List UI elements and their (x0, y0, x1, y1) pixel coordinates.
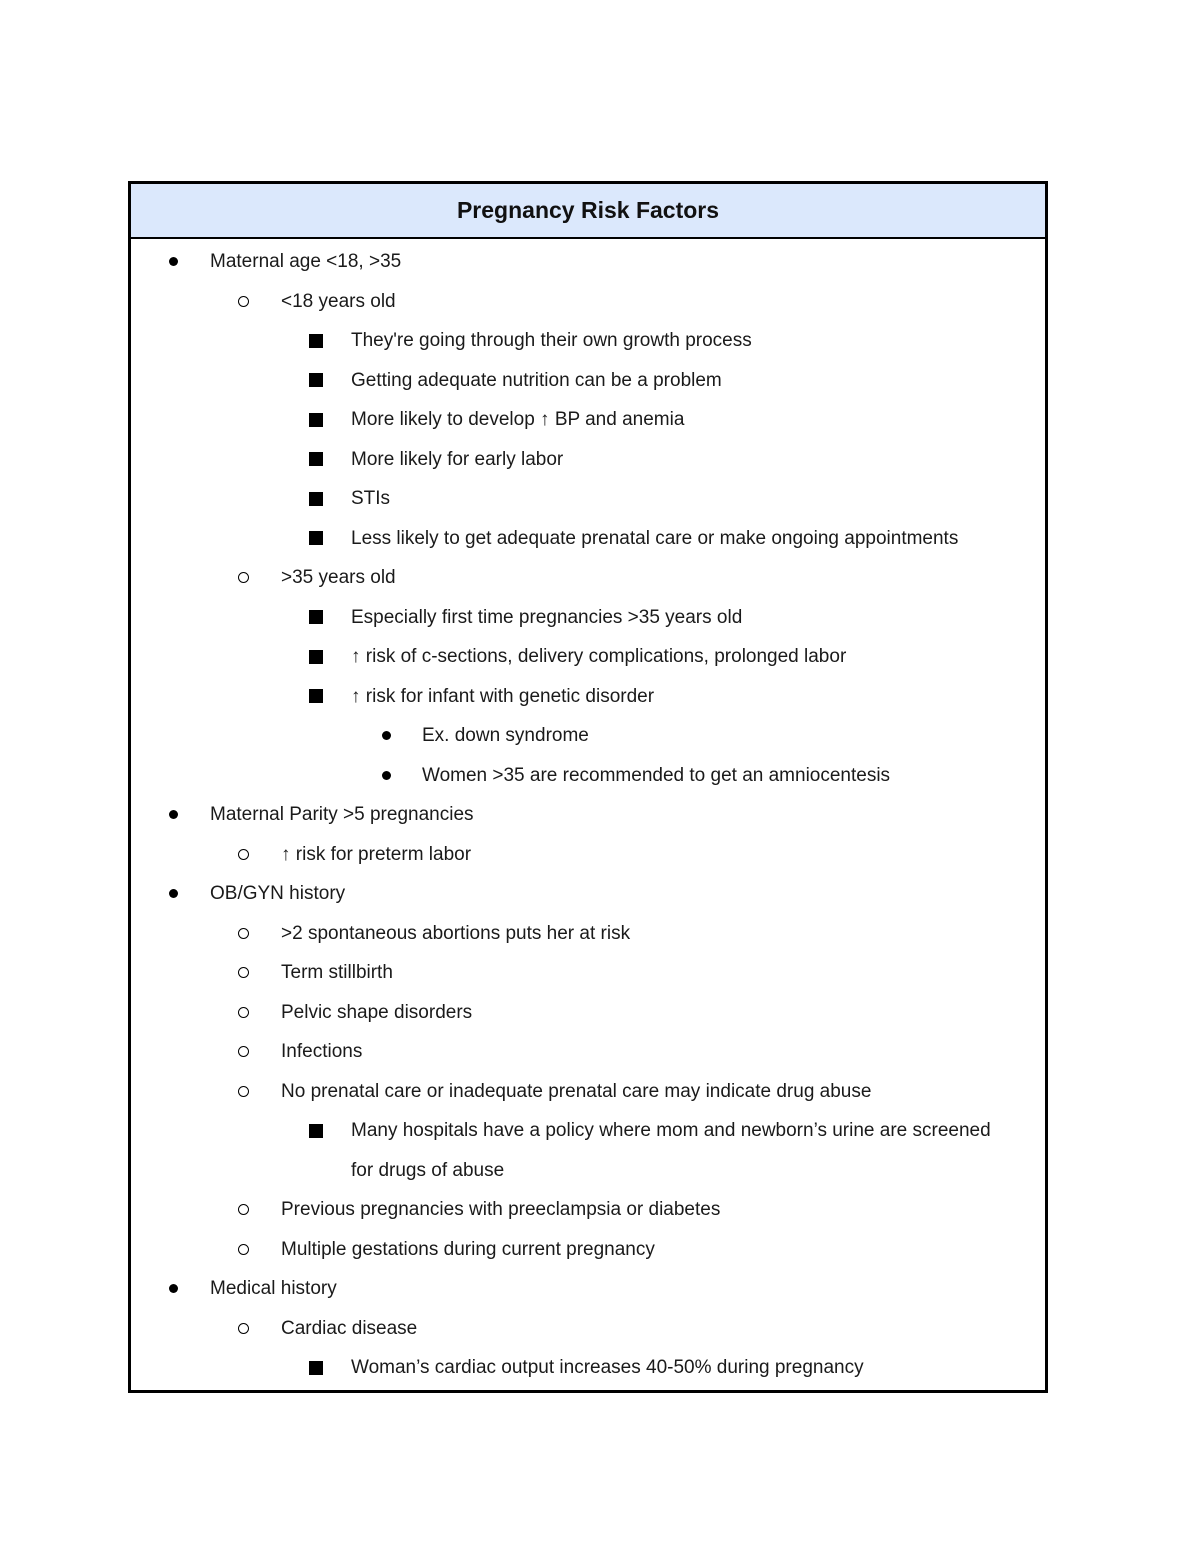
bullet-marker (169, 889, 178, 898)
sub-item (131, 993, 1045, 1033)
list-item-text: Multiple gestations during current pregnancy (281, 1238, 655, 1260)
list-item-text: They're going through their own growth process (351, 330, 752, 351)
list-item-text: >35 years old (281, 567, 396, 588)
list-item-text: More likely to develop ↑ BP and anemia (351, 409, 685, 430)
sub-item (131, 1190, 1045, 1230)
bullet-square-icon (306, 400, 326, 440)
bullet-marker (238, 1007, 249, 1018)
bullet-dot-icon (163, 1269, 183, 1309)
bullet-circle-icon (233, 1309, 253, 1349)
list-item-text: Medical history (210, 1278, 337, 1299)
bullet-marker (169, 257, 178, 266)
bullet-square-icon (306, 479, 326, 519)
detail-item (131, 637, 1045, 677)
bullet-marker (382, 731, 391, 740)
bullet-dot-icon (163, 874, 183, 914)
bullet-square-icon (306, 519, 326, 559)
bullet-circle-icon (233, 953, 253, 993)
top-level-item (131, 1269, 1045, 1309)
list-item-text: ↑ risk of c-sections, delivery complications, prolonged labor (351, 646, 847, 667)
top-level-item (131, 874, 1045, 914)
detail-item (131, 519, 1045, 559)
bullet-marker (309, 689, 323, 703)
bullet-marker (238, 1204, 249, 1215)
list-item-text: >2 spontaneous abortions puts her at risk (281, 922, 631, 944)
sub-item (131, 914, 1045, 954)
list-item-text: <18 years old (281, 290, 396, 312)
detail-item (131, 440, 1045, 480)
list-item-text: Ex. down syndrome (422, 725, 589, 746)
bullet-marker (238, 1086, 249, 1097)
bullet-dot-icon (163, 795, 183, 835)
bullet-marker (309, 610, 323, 624)
sub-item (131, 558, 1045, 598)
list-item-text: Especially first time pregnancies >35 years old (351, 606, 743, 628)
list-item-text-line: Many hospitals have a policy where mom and newborn’s urine are screened (351, 1120, 991, 1141)
bullet-circle-icon (233, 558, 253, 598)
list-item-text: Cardiac disease (281, 1317, 418, 1339)
bullet-marker (309, 334, 323, 348)
detail-item (131, 598, 1045, 638)
bullet-circle-icon (233, 1230, 253, 1270)
detail-item (131, 1348, 1045, 1388)
bullet-square-icon (306, 598, 326, 638)
sub-item (131, 1032, 1045, 1072)
nested-detail-item (131, 756, 1045, 796)
bullet-dot-icon (376, 756, 396, 796)
bullet-circle-icon (233, 835, 253, 875)
nested-detail-item (131, 716, 1045, 756)
detail-item (131, 321, 1045, 361)
bullet-marker (238, 1244, 249, 1255)
bullet-marker (309, 1124, 323, 1138)
bullet-square-icon (306, 440, 326, 480)
list-item-text: Previous pregnancies with preeclampsia or diabetes (281, 1199, 721, 1220)
bullet-marker (238, 928, 249, 939)
list-item-text: OB/GYN history (210, 883, 346, 904)
bullet-marker (238, 1323, 249, 1334)
detail-item (131, 361, 1045, 401)
bullet-marker (169, 1284, 178, 1293)
bullet-square-icon (306, 1111, 326, 1151)
list-item-text: ↑ risk for infant with genetic disorder (351, 685, 655, 707)
bullet-circle-icon (233, 1190, 253, 1230)
bullet-marker (169, 810, 178, 819)
bullet-circle-icon (233, 1032, 253, 1072)
list-item-text: STIs (351, 488, 391, 509)
bullet-marker (238, 1046, 249, 1057)
bullet-marker (382, 771, 391, 780)
list-item-text: Less likely to get adequate prenatal care or make ongoing appointments (351, 527, 959, 549)
list-item-text: Women >35 are recommended to get an amniocentesis (422, 764, 891, 786)
bullet-dot-icon (163, 242, 183, 282)
list-item-text: Maternal age <18, >35 (210, 251, 402, 272)
bullet-marker (238, 967, 249, 978)
bullet-square-icon (306, 321, 326, 361)
list-item-text-line: for drugs of abuse (351, 1159, 505, 1181)
list-item-text: More likely for early labor (351, 448, 564, 470)
bullet-square-icon (306, 677, 326, 717)
list-item-text: Infections (281, 1041, 363, 1062)
page-title: Pregnancy Risk Factors (456, 197, 720, 223)
sub-item (131, 1072, 1045, 1112)
detail-item (131, 677, 1045, 717)
sub-item (131, 835, 1045, 875)
bullet-marker (309, 1361, 323, 1375)
list-item-text: No prenatal care or inadequate prenatal care may indicate drug abuse (281, 1080, 872, 1102)
list-item-text: Term stillbirth (281, 962, 393, 983)
bullet-circle-icon (233, 1072, 253, 1112)
table-header (131, 184, 1045, 239)
detail-item (131, 400, 1045, 440)
bullet-marker (309, 650, 323, 664)
list-item-text: Pelvic shape disorders (281, 1001, 473, 1023)
detail-item (131, 1111, 1045, 1190)
detail-item (131, 479, 1045, 519)
bullet-marker (238, 572, 249, 583)
list-item-text: Woman’s cardiac output increases 40-50% during pregnancy (351, 1357, 864, 1378)
list-item-text: Maternal Parity >5 pregnancies (210, 804, 474, 825)
bullet-marker (238, 849, 249, 860)
sub-item (131, 1309, 1045, 1349)
bullet-dot-icon (376, 716, 396, 756)
bullet-circle-icon (233, 914, 253, 954)
top-level-item (131, 242, 1045, 282)
top-level-item (131, 795, 1045, 835)
bullet-square-icon (306, 1348, 326, 1388)
bullet-marker (309, 492, 323, 506)
sub-item (131, 1230, 1045, 1270)
bullet-square-icon (306, 361, 326, 401)
sub-item (131, 282, 1045, 322)
bullet-marker (309, 373, 323, 387)
risk-factors-table (128, 181, 1048, 1393)
list-item-text: ↑ risk for preterm labor (281, 843, 472, 865)
list-item-text: Getting adequate nutrition can be a problem (351, 369, 722, 391)
bullet-marker (309, 452, 323, 466)
bullet-square-icon (306, 637, 326, 677)
bullet-marker (238, 296, 249, 307)
sub-item (131, 953, 1045, 993)
bullet-marker (309, 413, 323, 427)
bullet-marker (309, 531, 323, 545)
bullet-circle-icon (233, 993, 253, 1033)
bullet-circle-icon (233, 282, 253, 322)
